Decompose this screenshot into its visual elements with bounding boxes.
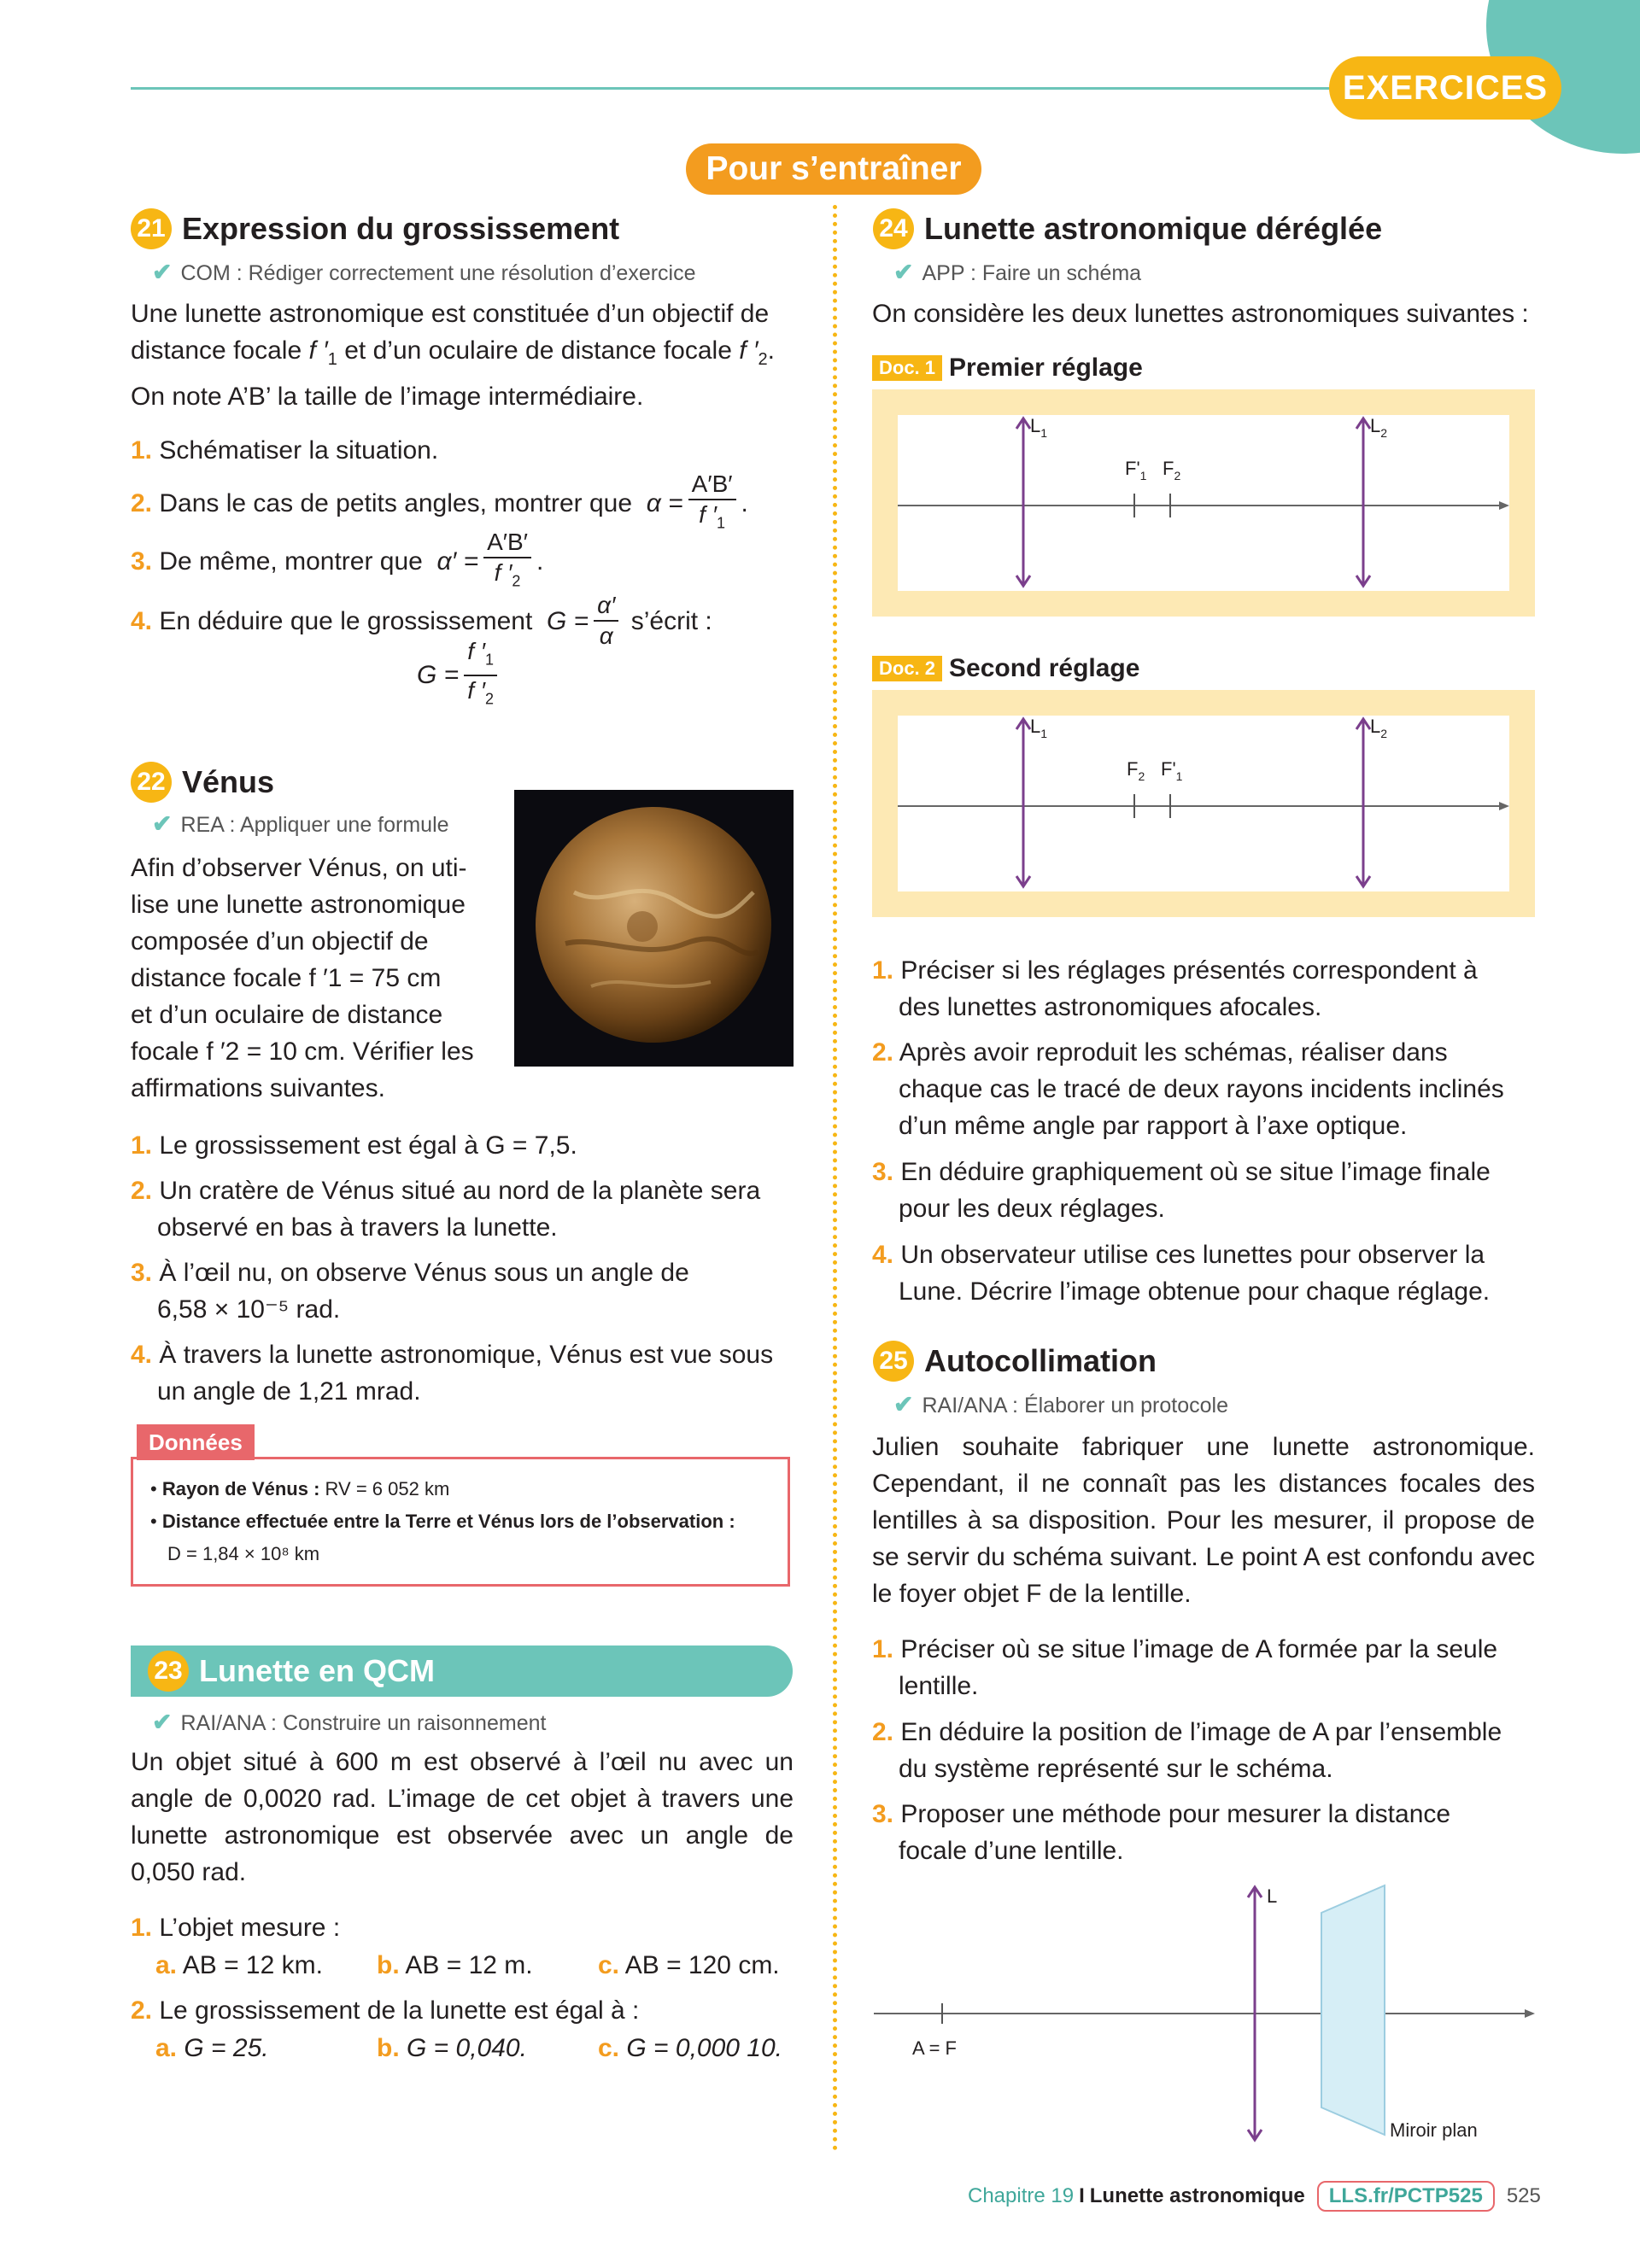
ex25-q1: 1. Préciser où se situe l’image de A formée par la seule lentille. [872,1635,1498,1700]
ex22-title [131,762,274,803]
footer-link[interactable]: LLS.fr/PCTP525 [1317,2181,1495,2212]
ex23-banner [131,1645,793,1697]
ex21-q4: 4. En déduire que le grossissement G = $\frac{\alpha'}{\alpha}$ s’écrit : [131,592,712,649]
page-number: 525 [1506,2184,1541,2207]
footer-chapter-title: Lunette astronomique [1089,2184,1305,2207]
ex21-number: 21 [131,208,172,249]
ex21-q2: 2. Dans le cas de petits angles, montrer que α = $\frac{A'B'}{f '_1}$ . [131,470,748,538]
doc1-label-L1: $L_1$ [1030,415,1048,440]
plane-mirror [1321,1885,1385,2135]
ex21-title-text: Expression du grossissement [182,211,620,246]
donnees-distance-value: D = 1,84 × 10⁸ km [167,1543,320,1564]
doc2-tag: Doc. 2 [872,656,942,681]
ex22-title-text: Vénus [182,764,275,799]
ex21-g-formula: G = $\frac{f '_1}{f '_2}$ [417,637,502,713]
ex22-q1: 1. Le grossissement est égal à G = 7,5. [131,1131,577,1160]
ex22-skill: ✔ REA : Appliquer une formule [152,810,449,837]
ex25-q2: 2. En déduire la position de l’image de A par l’ensemble du système représenté sur le schéma. [872,1718,1502,1783]
doc1-title: Premier réglage [949,354,1143,382]
doc2-label-L2: $L_2$ [1370,716,1388,740]
ex25-title [873,1341,1157,1382]
point-A-label: A = F [912,2037,957,2059]
donnees-box [131,1457,790,1587]
ex22-q4: 4. À travers la lunette astronomique, Vénus est vue sous un angle de 1,21 mrad. [131,1341,774,1406]
ex24-intro: On considère les deux lunettes astronomiques suivantes : [872,300,1529,328]
ex22-number: 22 [131,762,172,803]
ex22-q2: 2. Un cratère de Vénus situé au nord de la planète sera observé en bas à travers la lunette. [131,1177,761,1242]
doc1-label-L2: $L_2$ [1370,415,1388,440]
ex25-q3: 3. Proposer une méthode pour mesurer la distance focale d’une lentille. [872,1800,1451,1865]
header-rule [131,87,1344,90]
mirror-label: Miroir plan [1390,2119,1478,2141]
column-separator [833,205,837,2152]
ex23-title-text: Lunette en QCM [199,1653,435,1688]
ex24-title-text: Lunette astronomique déréglée [924,211,1383,246]
ex24-q2: 2. Après avoir reproduit les schémas, réaliser dans chaque cas le tracé de deux rayons incidents inclinés d’un même angle par rapport à l’axe optique. [872,1038,1504,1140]
ex24-number: 24 [873,208,914,249]
ex21-q1: 1. Schématiser la situation. [131,436,439,465]
doc2-header [872,654,1139,683]
autocollimation-diagram [872,1879,1538,2152]
ex23-q1-choice-b: b. AB = 12 m. [377,1951,533,1979]
donnees-label: Données [137,1424,255,1460]
doc2-title: Second réglage [949,654,1140,682]
ex24-skill: ✔ APP : Faire un schéma [893,259,1142,285]
doc1-diagram [898,415,1509,591]
doc1-header [872,354,1143,383]
donnees-radius: • Rayon de Vénus : RV = 6 052 km [150,1478,450,1499]
ex23-q1-choice-a: a. AB = 12 km. [155,1951,323,1979]
doc2-label-F2: $F_2$ [1127,758,1145,783]
footer-chapter: Chapitre 19 [968,2184,1075,2207]
ex21-q4-fraction: $\frac{\alpha'}{\alpha}$ [594,591,618,651]
exercices-badge: EXERCICES [1329,56,1561,120]
ex23-number: 23 [148,1651,189,1692]
ex23-q2-choice-c: c. G = 0,000 10. [598,2034,783,2062]
ex23-skill: ✔ RAI/ANA : Construire un raisonnement [152,1709,547,1735]
ex23-intro: Un objet situé à 600 m est observé à l’œil nu avec un angle de 0,0020 rad. L’image de cet objet à travers une lunette astronomique est observée avec un angle de 0,050 rad. [131,1748,794,1886]
check-icon: ✔ [893,259,914,285]
check-icon: ✔ [152,259,173,285]
check-icon: ✔ [152,810,173,837]
check-icon: ✔ [152,1709,173,1735]
doc2-label-F1p: $F'_1$ [1161,758,1183,783]
ex21-intro [131,295,797,415]
ex25-intro: Julien souhaite fabriquer une lunette astronomique. Cependant, il ne connaît pas les distances focales des lentilles à sa disposition. Pour les mesurer, il propose de se servir du schéma suivant. Le point A est confondu avec le foyer objet F de la lentille. [872,1433,1535,1608]
ex25-skill: ✔ RAI/ANA : Élaborer un protocole [893,1391,1228,1418]
ex23-q1: 1. L’objet mesure : [131,1914,341,1942]
ex21-intro-line2: distance focale f $'_1$ et d’un oculaire de distance focale f $'_2$. [131,336,775,369]
ex25-number: 25 [873,1341,914,1382]
doc1-frame [872,389,1535,617]
ex22-q3: 3. À l’œil nu, on observe Vénus sous un angle de 6,58 × 10⁻⁵ rad. [131,1259,689,1324]
ex21-skill-text: COM : Rédiger correctement une résolution d’exercice [180,261,696,285]
ex23-q2: 2. Le grossissement de la lunette est égal à : [131,1996,640,2025]
venus-photo [514,790,794,1067]
ex25-title-text: Autocollimation [924,1343,1157,1378]
ex24-title [873,208,1382,249]
section-title: Pour s’entraîner [686,143,981,195]
ex21-intro-line3: On note A’B’ la taille de l’image intermédiaire. [131,383,644,411]
ex21-skill [152,258,696,286]
doc1-tag: Doc. 1 [872,355,942,381]
page-footer: Chapitre 19 I Lunette astronomique LLS.fr/PCTP525 525 [968,2181,1541,2212]
ex21-title [131,208,619,249]
ex21-intro-line1: Une lunette astronomique est constituée d’un objectif de [131,300,770,328]
ex21-q2-fraction: $\frac{A'B'}{f '_1}$ [688,470,736,538]
ex23-q2-choice-a: a. G = 25. [155,2034,269,2062]
ex23-q2-choice-b: b. G = 0,040. [377,2034,527,2062]
ex23-q1-choice-c: c. AB = 120 cm. [598,1951,780,1979]
ex22-intro: Afin d’observer Vénus, on uti- lise une lunette astronomique composée d’un objectif de distance focale f ′1 = 75 cm et d’un oculaire de distance focale f ′2 = 10 cm. Vérifier les affirmations suivantes. [131,854,474,1102]
donnees-distance: • Distance effectuée entre la Terre et Vénus lors de l’observation : [150,1511,735,1532]
doc2-frame [872,690,1535,917]
ex21-q3-fraction: $\frac{A'B'}{f '_2}$ [483,528,531,596]
lens-L-label: L [1267,1885,1278,1907]
check-icon: ✔ [893,1391,914,1418]
ex24-q1: 1. Préciser si les réglages présentés correspondent à des lunettes astronomiques afocales. [872,956,1478,1021]
doc1-label-F2: $F_2$ [1163,458,1181,482]
doc1-label-F1p: $F'_1$ [1125,458,1147,482]
ex21-q3: 3. De même, montrer que α′ = $\frac{A'B'}{f '_2}$ . [131,528,543,596]
doc2-diagram [898,716,1509,891]
doc2-label-L1: $L_1$ [1030,716,1048,740]
ex24-q4: 4. Un observateur utilise ces lunettes pour observer la Lune. Décrire l’image obtenue pour chaque réglage. [872,1241,1491,1306]
ex24-q3: 3. En déduire graphiquement où se situe l’image finale pour les deux réglages. [872,1158,1491,1223]
